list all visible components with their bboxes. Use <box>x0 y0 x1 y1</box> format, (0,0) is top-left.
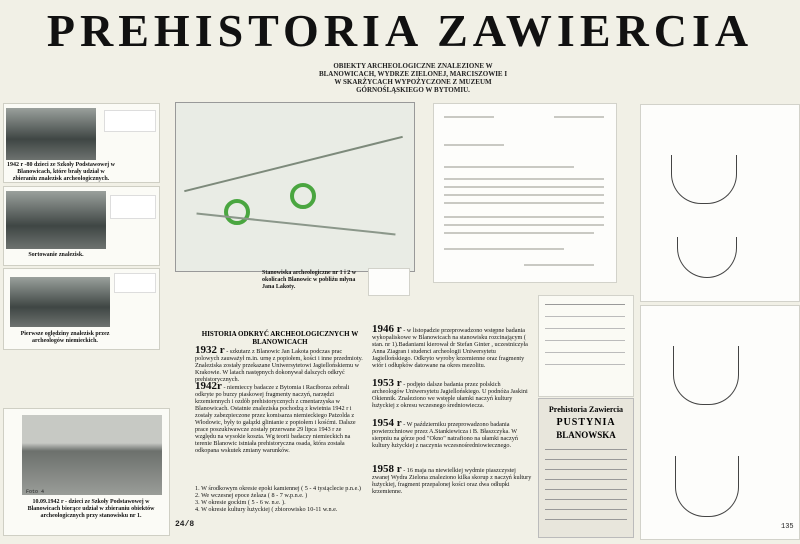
year-1953: 1953 r <box>372 377 402 389</box>
pottery-drawing-1 <box>640 104 800 302</box>
text-line <box>444 194 604 196</box>
pot-outline <box>671 155 737 204</box>
text-line <box>444 166 574 168</box>
pot-outline <box>677 237 737 278</box>
doc-stamp <box>110 195 156 219</box>
text-line <box>545 459 627 460</box>
text-line <box>444 248 564 250</box>
typed-letter <box>433 103 617 283</box>
history-paragraph-1932 <box>195 344 363 383</box>
photo-caption-2: Sortowanie znalezisk. <box>28 252 84 258</box>
book-title: Prehistoria Zawiercia <box>548 405 624 414</box>
year-1954: 1954 r <box>372 417 402 429</box>
text-line <box>444 224 604 226</box>
list-item: 4. W okresie kultury łużyckiej ( zbiorowisko 10-11 w.n.e. <box>195 506 338 513</box>
corner-label: 135 <box>781 523 794 531</box>
pottery-drawing-2 <box>640 305 800 540</box>
site-marker-2 <box>290 183 316 209</box>
year-1942: 1942r <box>195 380 222 392</box>
history-paragraph-1958 <box>372 463 532 495</box>
stamp-note <box>368 268 410 296</box>
text-line <box>444 186 604 188</box>
doc-stamp <box>104 110 156 132</box>
history-heading: HISTORIA ODKRYĆ ARCHEOLOGICZNYCH W BLANOWICACH <box>201 330 359 346</box>
text-line <box>444 202 604 204</box>
text-line <box>545 509 627 510</box>
book-excerpt <box>538 398 634 538</box>
photo-inspection <box>10 277 110 327</box>
text-line <box>444 116 494 118</box>
text-line <box>545 499 627 500</box>
photo-caption-4: 10.09.1942 r - dzieci ze Szkoły Podstawowej w Blanowicach biorące udział w zbieraniu obiektów archeologicznych przy stanowisku nr 1. <box>27 499 155 519</box>
text-line <box>545 316 625 317</box>
year-1958: 1958 r <box>372 463 402 475</box>
text-line <box>545 328 625 329</box>
text-line <box>444 216 604 218</box>
text-line <box>444 178 604 180</box>
list-item: 1. W środkowym okresie epoki kamiennej ( 5 - 4 tysiąclecie p.n.e.) <box>195 485 361 492</box>
text-line <box>545 364 625 365</box>
map-caption: Stanowiska archeologiczne nr 1 i 2 w okolicach Blanowic w pobliżu młyna Jana Lakoty. <box>262 270 357 290</box>
photo-card-1 <box>3 103 160 183</box>
photo-field <box>22 415 162 495</box>
photo-card-3 <box>3 268 160 350</box>
handwritten-note <box>538 295 634 397</box>
text-line <box>444 144 504 146</box>
paragraph-text: - w listopadzie przeprowadzono wstępne badania wykopaliskowe w Blanowicach na stanowisku rozcinającym ( stan. nr 1).Badaniami kierował dr Stefan Ginter , uczestniczyła Anna Ziagran i studenci archeologii Uniwersytetu Jagiellońskiego. Odkryto wyroby krzemienne oraz fragmenty wiór i odłupków datowane na okres mezolitu. <box>372 327 528 369</box>
map-path <box>196 213 395 236</box>
photo-card-2 <box>3 186 160 266</box>
paragraph-text: - 16 maja na niewielkiej wydmie piaszczystej zwanej Wydra Zielona znaleziono kilka skorup z naczyń kultury łużyckiej, fragment przepalonej kości oraz dwa odłupki krzemienne. <box>372 467 532 495</box>
paragraph-text: - szkutarz z Blanowic Jan Lakota podczas prac polowych zauważył m.in. urnę z popiołem, kości i inne przedmioty. Znaleziska zostały przekazane Uniwersytetowi Jagiellońskiemu w Krakowie. W latach następnych dokonywał dalszych odkryć prehistorycznych. <box>195 348 363 383</box>
archaeological-map <box>175 102 415 272</box>
subtitle: OBIEKTY ARCHEOLOGICZNE ZNALEZIONE W BLANOWICACH, WYDRZE ZIELONEJ, MARCISZOWIE I W SKARŻYCACH WYPOŻYCZONE Z MUZEUM GÓRNOŚLĄSKIEGO W BYTOMIU. <box>318 62 508 94</box>
site-marker-1 <box>224 199 250 225</box>
text-line <box>554 116 604 118</box>
text-line <box>545 340 625 341</box>
history-paragraph-1946 <box>372 323 532 369</box>
list-item: 2. We wczesnej epoce żelaza ( 8 - 7 w.p.n.e. ) <box>195 492 308 499</box>
book-name-1: PUSTYNIA <box>556 417 616 428</box>
history-list <box>195 485 363 513</box>
map-path <box>184 136 403 192</box>
text-line <box>545 479 627 480</box>
text-line <box>545 352 625 353</box>
photo-caption-3: Pierwsze oględziny znalezisk przez archeologów niemieckich. <box>20 331 110 344</box>
paragraph-text: - podjęto dalsze badania przez polskich archeologów Uniwersytetu Jagiellońskiego. U podnóża Jaskini Okiennik. Znaleziono we wstęple ułamki naczyń kultury łużyckiej z okresu wczesnego średniowiecza. <box>372 381 528 409</box>
doc-stamp <box>114 273 156 293</box>
pot-outline <box>675 456 739 517</box>
photo-card-4 <box>3 408 170 536</box>
photo-sorting <box>6 191 106 249</box>
text-line <box>545 469 627 470</box>
page-title: PREHISTORIA ZAWIERCIA <box>46 5 754 56</box>
paragraph-text: - W październiku przeprowadzono badania powierzchniowe przez A.Stankiewicza i B. Błaszczyka. W sierpniu na górze pod "Okno" natrafiono na ułamki naczyń kultury łużyckiej z naczynia wczesnośredniowiecznego. <box>372 421 518 449</box>
list-item: 3. W okresie gockim ( 5 - 6 w. n.e. ). <box>195 499 286 506</box>
text-line <box>545 304 625 305</box>
text-line <box>444 232 594 234</box>
photo-children <box>6 108 96 160</box>
corner-label: 24/8 <box>175 520 195 529</box>
text-line <box>545 519 627 520</box>
history-paragraph-1942 <box>195 380 363 454</box>
text-line <box>545 489 627 490</box>
text-line <box>545 449 627 450</box>
foto-label: Foto 4 <box>26 489 45 495</box>
history-paragraph-1953 <box>372 377 532 409</box>
paragraph-text: - niemieccy badacze z Bytomia i Raciborza zebrali odkryte po burzy piaskowej fragmenty naczyń, narzędzi krzemiennych i ozdób prehistorycznych z cmentarzyska w Blanowicach. Ostatnie znaleziska pochodzą z kwietnia 1942 r i zostały zabezpieczone przez komisarza niemieckiego Patzolda z Włodowic, były to gałązki glinianie z popiołem i kośćmi. Dalsze prace poszukiwawcze zostały przerwane 29 lipca 1943 r ze względu na wysokie koszta. Wg teorii badaczy niemieckich na terenie Blanowic istniała prehistoryczna osada, która została odkopana wskutek zmiany warunków. <box>195 384 356 454</box>
book-name-2: BLANOWSKA <box>556 430 616 440</box>
pot-outline <box>673 346 739 405</box>
history-paragraph-1954 <box>372 417 532 449</box>
year-1946: 1946 r <box>372 323 402 335</box>
photo-caption-1: 1942 r -80 dzieci ze Szkoły Podstawowej w Blanowicach, które brały udział w zbieraniu znalezisk archeologicznych. <box>6 162 116 182</box>
year-1932: 1932 r <box>195 344 225 356</box>
text-line <box>524 264 594 266</box>
